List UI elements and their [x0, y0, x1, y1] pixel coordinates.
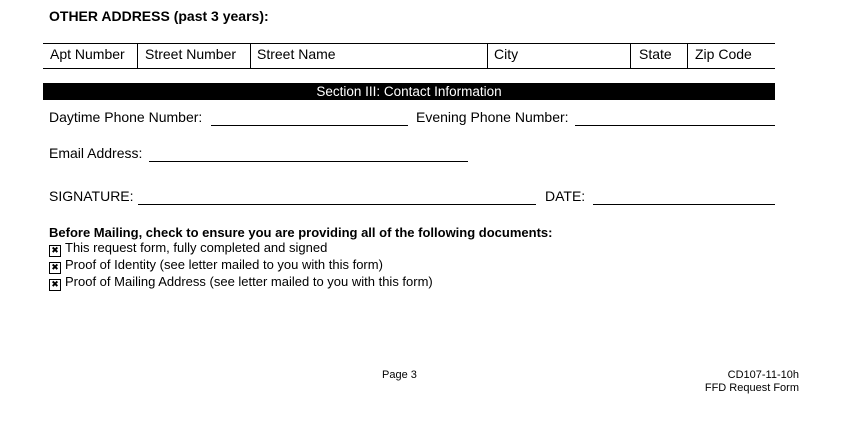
column-apt-number: Apt Number — [50, 46, 125, 62]
checklist-item-label: This request form, fully completed and signed — [65, 240, 328, 255]
address-table-bottom-border — [43, 68, 775, 69]
form-name: FFD Request Form — [704, 382, 799, 394]
column-divider — [137, 44, 138, 68]
checklist-item — [49, 240, 327, 257]
section-contact-information-bar: Section III: Contact Information — [43, 83, 775, 100]
column-divider — [250, 44, 251, 68]
checkbox-checked-icon[interactable]: ✖ — [49, 262, 61, 274]
date-field[interactable] — [593, 204, 775, 205]
checklist-item-label: Proof of Mailing Address (see letter mailed to you with this form) — [65, 274, 433, 289]
email-field[interactable] — [149, 161, 468, 162]
other-address-heading: OTHER ADDRESS (past 3 years): — [49, 8, 269, 24]
column-street-number: Street Number — [145, 46, 237, 62]
column-zip-code: Zip Code — [695, 46, 752, 62]
column-divider — [487, 44, 488, 68]
daytime-phone-field[interactable] — [211, 125, 408, 126]
checkbox-checked-icon[interactable]: ✖ — [49, 279, 61, 291]
checkbox-checked-icon[interactable]: ✖ — [49, 245, 61, 257]
column-divider — [687, 44, 688, 68]
checklist-item — [49, 257, 383, 274]
address-table-top-border — [43, 43, 775, 44]
checklist-title: Before Mailing, check to ensure you are providing all of the following documents: — [49, 225, 553, 240]
column-city: City — [494, 46, 519, 62]
signature-label: SIGNATURE: — [49, 188, 134, 204]
column-street-name: Street Name — [257, 46, 336, 62]
evening-phone-label: Evening Phone Number: — [416, 109, 569, 125]
signature-field[interactable] — [138, 204, 536, 205]
daytime-phone-label: Daytime Phone Number: — [49, 109, 203, 125]
email-label: Email Address: — [49, 145, 143, 161]
form-code: CD107-11-10h — [727, 369, 799, 381]
column-divider — [630, 44, 631, 68]
page-number: Page 3 — [382, 369, 417, 381]
date-label: DATE: — [545, 188, 586, 204]
checklist-item — [49, 274, 433, 291]
column-state: State — [639, 46, 672, 62]
checklist-item-label: Proof of Identity (see letter mailed to you with this form) — [65, 257, 383, 272]
evening-phone-field[interactable] — [575, 125, 775, 126]
